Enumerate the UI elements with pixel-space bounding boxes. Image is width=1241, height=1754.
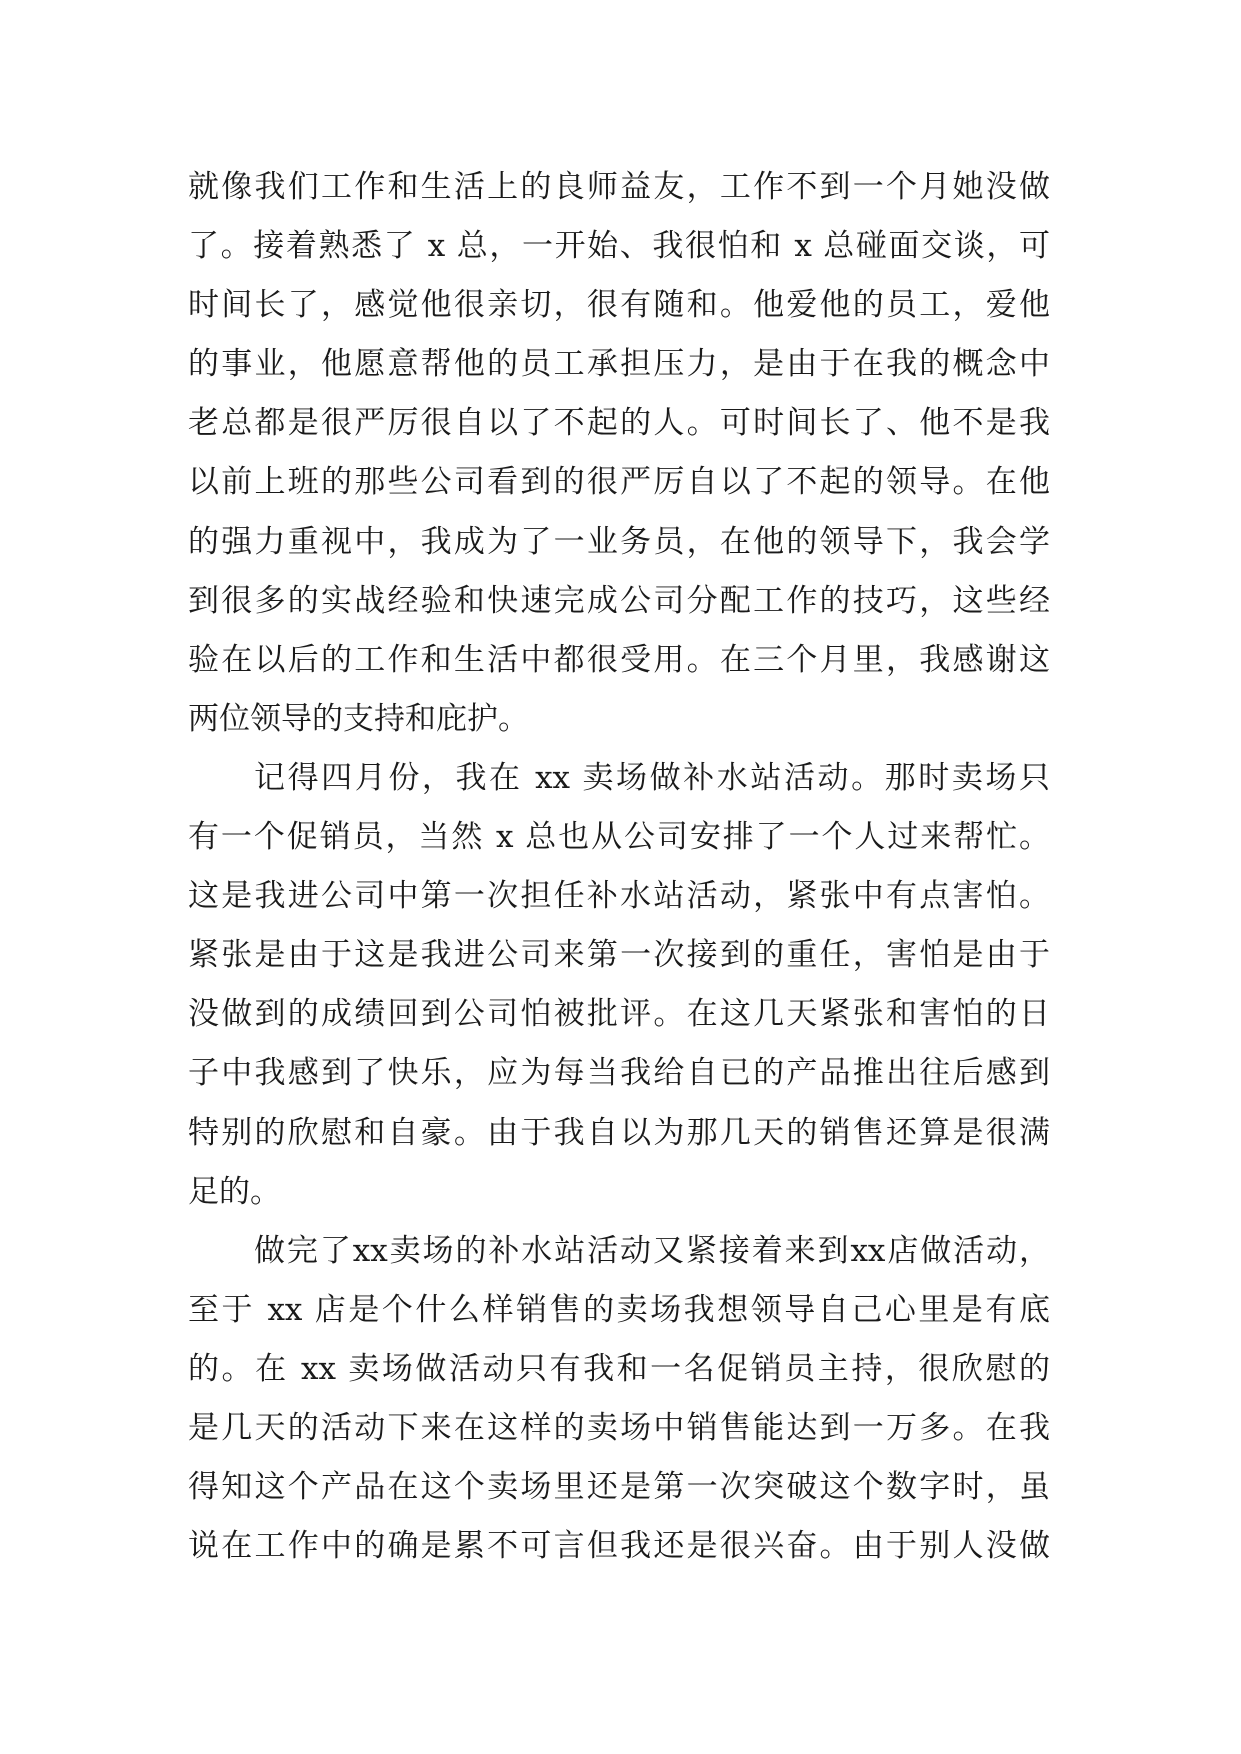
paragraph-end-line: 足的。 xyxy=(188,1173,281,1210)
text-line: 老总都是很严厉很自以了不起的人。可时间长了、他不是我 xyxy=(188,405,1050,442)
text-line: 的事业，他愿意帮他的员工承担压力，是由于在我的概念中 xyxy=(188,346,1050,383)
text-line: 的强力重视中，我成为了一业务员，在他的领导下，我会学 xyxy=(188,523,1050,560)
text-line: 就像我们工作和生活上的良师益友，工作不到一个月她没做 xyxy=(188,169,1050,205)
text-line: 有一个促销员，当然 x 总也从公司安排了一个人过来帮忙。 xyxy=(188,819,1050,856)
document-body xyxy=(188,158,1050,1576)
paragraph-end-line: 两位领导的支持和庇护。 xyxy=(188,700,529,737)
text-line: 至于 xx 店是个什么样销售的卖场我想领导自己心里是有底 xyxy=(188,1291,1050,1328)
text-line: 了。接着熟悉了 x 总，一开始、我很怕和 x 总碰面交谈，可 xyxy=(188,228,1050,265)
text-line: 以前上班的那些公司看到的很严厉自以了不起的领导。在他 xyxy=(188,464,1050,501)
text-line: 的。在 xx 卖场做活动只有我和一名促销员主持，很欣慰的 xyxy=(188,1350,1050,1387)
text-line: 没做到的成绩回到公司怕被批评。在这几天紧张和害怕的日 xyxy=(188,996,1050,1033)
text-line: 到很多的实战经验和快速完成公司分配工作的技巧，这些经 xyxy=(188,582,1050,619)
text-line: 得知这个产品在这个卖场里还是第一次突破这个数字时，虽 xyxy=(188,1469,1050,1506)
text-line: 说在工作中的确是累不可言但我还是很兴奋。由于别人没做 xyxy=(188,1528,1050,1565)
text-line: 紧张是由于这是我进公司来第一次接到的重任，害怕是由于 xyxy=(188,937,1050,974)
text-line: 这是我进公司中第一次担任补水站活动，紧张中有点害怕。 xyxy=(188,878,1050,915)
text-line: 子中我感到了快乐，应为每当我给自已的产品推出往后感到 xyxy=(188,1055,1050,1092)
text-line: 是几天的活动下来在这样的卖场中销售能达到一万多。在我 xyxy=(188,1409,1050,1446)
paragraph-start-line: 记得四月份，我在 xx 卖场做补水站活动。那时卖场只 xyxy=(254,759,1050,796)
text-line: 特别的欣慰和自豪。由于我自以为那几天的销售还算是很满 xyxy=(188,1114,1050,1151)
paragraph-start-line: 做完了xx卖场的补水站活动又紧接着来到xx店做活动， xyxy=(254,1232,1050,1269)
text-line: 验在以后的工作和生活中都很受用。在三个月里，我感谢这 xyxy=(188,641,1050,678)
text-line: 时间长了，感觉他很亲切，很有随和。他爱他的员工，爱他 xyxy=(188,287,1050,324)
